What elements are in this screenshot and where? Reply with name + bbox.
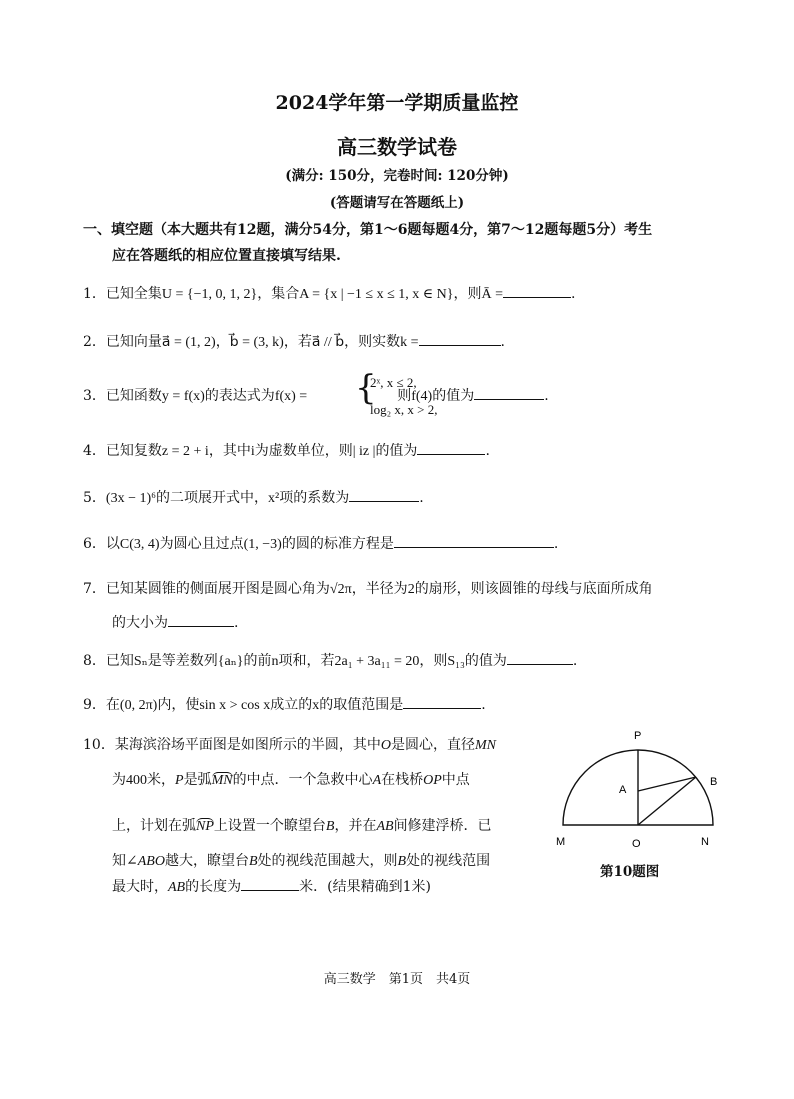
question-5 xyxy=(83,487,424,510)
question-10-line2 xyxy=(112,769,470,792)
math-expr: √2π xyxy=(329,582,352,597)
q-text: ， xyxy=(215,334,230,350)
question-10-line3 xyxy=(112,815,492,838)
question-6 xyxy=(83,533,558,556)
question-number: 5． xyxy=(83,490,106,506)
answer-blank[interactable] xyxy=(503,283,571,298)
section-heading: 一、填空题（本大题共有12题，满分54分，第1～6题每题4分，第7～12题每题5分）考生 xyxy=(83,222,653,238)
q-end: . xyxy=(571,286,576,302)
label-p: P xyxy=(634,730,642,742)
math-expr: 2a₁ + 3a₁₁ = 20 xyxy=(334,654,420,669)
q-text: 在栈桥 xyxy=(381,772,424,788)
q-text: 的二项展开式中， xyxy=(156,490,269,506)
math-expr: f(x) = xyxy=(274,389,308,404)
q-text: 某海滨浴场平面图是如图所示的半圆，其中 xyxy=(114,737,381,753)
question-3 xyxy=(83,385,549,408)
q-text: 的取值范围是 xyxy=(319,697,404,713)
answer-blank[interactable] xyxy=(394,533,554,548)
math-expr: P xyxy=(175,773,184,788)
math-expr: C(3, 4) xyxy=(119,537,160,552)
question-7 xyxy=(83,578,653,601)
question-number: 3． xyxy=(83,388,106,404)
q-text: 成立的 xyxy=(270,697,313,713)
question-number: 2． xyxy=(83,334,106,350)
math-expr: (3x − 1)⁶ xyxy=(105,491,157,506)
math-expr: x xyxy=(312,698,320,713)
q-text: ，若 xyxy=(283,334,312,350)
math-expr: A = {x | −1 ≤ x ≤ 1, x ∈ N} xyxy=(299,287,454,302)
piecewise-brace: { xyxy=(355,368,377,408)
math-expr: AB xyxy=(168,880,186,895)
answer-blank[interactable] xyxy=(474,385,544,400)
q-end: . xyxy=(500,334,505,350)
q-end: . xyxy=(485,443,490,459)
question-4 xyxy=(83,440,490,463)
piecewise-case-1: 2ˣ, x ≤ 2, xyxy=(370,375,417,390)
question-9 xyxy=(83,694,486,717)
q-text: ，其中 xyxy=(208,443,251,459)
question-number: 9． xyxy=(83,697,106,713)
q-text: 的长度为 xyxy=(185,879,242,895)
q-text: 中点 xyxy=(441,772,470,788)
math-expr: b⃗ = (3, k) xyxy=(229,335,284,350)
answer-blank[interactable] xyxy=(403,694,481,709)
question-number: 8． xyxy=(83,653,106,669)
math-expr: S₁₃ xyxy=(447,654,465,669)
answer-blank[interactable] xyxy=(419,331,501,346)
q-end: . xyxy=(553,536,559,552)
question-10-line5 xyxy=(112,876,431,899)
q-text: ，则实数 xyxy=(344,334,401,350)
q-text: 的圆的标准方程是 xyxy=(281,536,394,552)
q-text: ，则 xyxy=(419,653,448,669)
math-expr: | iz | xyxy=(352,444,376,459)
math-expr: B xyxy=(325,819,335,834)
answer-note: (答题请写在答题纸上) xyxy=(329,195,465,211)
label-o: O xyxy=(632,838,641,850)
q-text: 上，计划在弧 xyxy=(112,818,196,834)
q-text: ，则 xyxy=(453,286,482,302)
q-text: 是等差数列 xyxy=(147,653,218,669)
math-expr: A xyxy=(372,773,382,788)
q-end: . xyxy=(572,653,578,669)
q-text: 知 xyxy=(112,853,126,869)
answer-blank[interactable] xyxy=(168,612,234,627)
math-expr: i xyxy=(250,444,255,459)
math-expr: y = f(x) xyxy=(161,389,205,404)
math-expr: z = 2 + i xyxy=(161,444,209,459)
q-text: 内，使 xyxy=(157,697,200,713)
math-expr: 400 xyxy=(126,773,147,788)
q-text: 的表达式为 xyxy=(204,388,275,404)
math-expr: f(4) xyxy=(411,389,433,404)
math-expr: Sₙ xyxy=(133,654,148,669)
q-text: 已知某圆锥的侧面展开图是圆心角为 xyxy=(105,581,330,597)
math-expr: (1, −3) xyxy=(243,537,282,552)
q-text: 在 xyxy=(105,697,120,713)
answer-blank[interactable] xyxy=(241,876,299,891)
figure-caption: 第10题图 xyxy=(600,864,660,880)
q-text: 最大时， xyxy=(112,879,168,895)
question-number: 7． xyxy=(83,581,106,597)
q-text: 越大，瞭望台 xyxy=(164,853,249,869)
q-text: 已知向量 xyxy=(105,334,162,350)
q-text: 已知 xyxy=(105,653,134,669)
q-end: . xyxy=(481,697,486,713)
q-text: ，并在 xyxy=(334,818,377,834)
q-text: 已知函数 xyxy=(105,388,162,404)
q-text: 为 xyxy=(112,772,126,788)
exam-title: 2024学年第一学期质量监控 xyxy=(275,92,519,114)
question-10 xyxy=(83,734,496,757)
q-text: 是圆心，直径 xyxy=(390,737,475,753)
q-text: 的中点．一个急救中心 xyxy=(232,772,373,788)
q-text: 米．(结果精确到1米) xyxy=(299,879,431,895)
q-text: ，集合 xyxy=(257,286,300,302)
question-number: 4． xyxy=(83,443,106,459)
math-expr: a⃗ = (1, 2) xyxy=(161,335,216,350)
q-text: ，半径为 xyxy=(351,581,408,597)
section-heading-cont: 应在答题纸的相应位置直接填写结果. xyxy=(112,248,341,264)
q-end: . xyxy=(544,388,549,404)
exam-subtitle: 高三数学试卷 xyxy=(337,135,457,159)
q-text: 的值为 xyxy=(375,443,418,459)
question-7-cont xyxy=(112,612,238,634)
q-end: . xyxy=(234,615,239,631)
question-8 xyxy=(83,650,577,673)
q-text: 是弧 xyxy=(183,772,212,788)
q-text: 的值为 xyxy=(432,388,475,404)
answer-blank[interactable] xyxy=(417,440,485,455)
q-text: 项的系数为 xyxy=(279,490,350,506)
math-expr: ∠ABO xyxy=(126,854,165,869)
math-expr: a⃗ // b⃗ xyxy=(311,335,345,350)
label-b: B xyxy=(710,776,718,788)
q-text: 间修建浮桥．已 xyxy=(393,818,492,834)
answer-blank[interactable] xyxy=(507,650,573,665)
math-expr: x² xyxy=(268,491,280,506)
q-end: . xyxy=(419,490,424,506)
math-expr: AB xyxy=(376,819,394,834)
math-expr: Ā = xyxy=(481,287,503,302)
math-expr: MN xyxy=(474,738,496,753)
arc-expr: NP xyxy=(196,819,214,834)
piecewise-case-2: log₂ x, x > 2, xyxy=(370,402,438,417)
question-number: 1． xyxy=(83,286,106,302)
math-expr: n xyxy=(271,654,279,669)
math-expr: 2 xyxy=(407,582,415,597)
page-footer: 高三数学 第1页 共4页 xyxy=(323,972,471,987)
q-text: 项和，若 xyxy=(278,653,335,669)
q-text: 上设置一个瞭望台 xyxy=(213,818,326,834)
label-a: A xyxy=(619,784,627,796)
math-expr: O xyxy=(380,738,391,753)
arc-expr: MN xyxy=(211,773,233,788)
math-expr: k = xyxy=(400,335,419,350)
math-expr: (0, 2π) xyxy=(119,698,158,713)
q-text: 已知复数 xyxy=(105,443,162,459)
math-expr: B xyxy=(397,854,407,869)
q-text: 米， xyxy=(147,772,175,788)
question-10-line4 xyxy=(112,850,490,873)
math-expr: OP xyxy=(423,773,442,788)
q-text: 则 xyxy=(397,388,412,404)
q-text: 的大小为 xyxy=(112,615,168,631)
semicircle-figure xyxy=(548,725,728,855)
label-n: N xyxy=(701,836,709,848)
math-expr: B xyxy=(248,854,258,869)
label-m: M xyxy=(556,836,566,848)
question-2 xyxy=(83,331,505,354)
math-expr: U = {−1, 0, 1, 2} xyxy=(161,287,258,302)
math-expr: {aₙ} xyxy=(217,654,244,669)
q-text: 的值为 xyxy=(464,653,507,669)
q-text: 已知全集 xyxy=(105,286,162,302)
q-text: 以 xyxy=(105,536,120,552)
q-text: 处的视线范围越大，则 xyxy=(257,853,398,869)
question-number: 10． xyxy=(83,737,115,753)
q-text: 处的视线范围 xyxy=(406,853,491,869)
q-text: 的扇形，则该圆锥的母线与底面所成角 xyxy=(414,581,653,597)
q-text: 为圆心且过点 xyxy=(159,536,244,552)
question-1 xyxy=(83,283,575,306)
q-text: 为虚数单位，则 xyxy=(254,443,353,459)
q-text: 的前 xyxy=(243,653,272,669)
question-number: 6． xyxy=(83,536,106,552)
answer-blank[interactable] xyxy=(349,487,419,502)
math-expr: sin x > cos x xyxy=(199,698,271,713)
score-info: (满分: 150分，完卷时间: 120分钟) xyxy=(285,168,509,184)
